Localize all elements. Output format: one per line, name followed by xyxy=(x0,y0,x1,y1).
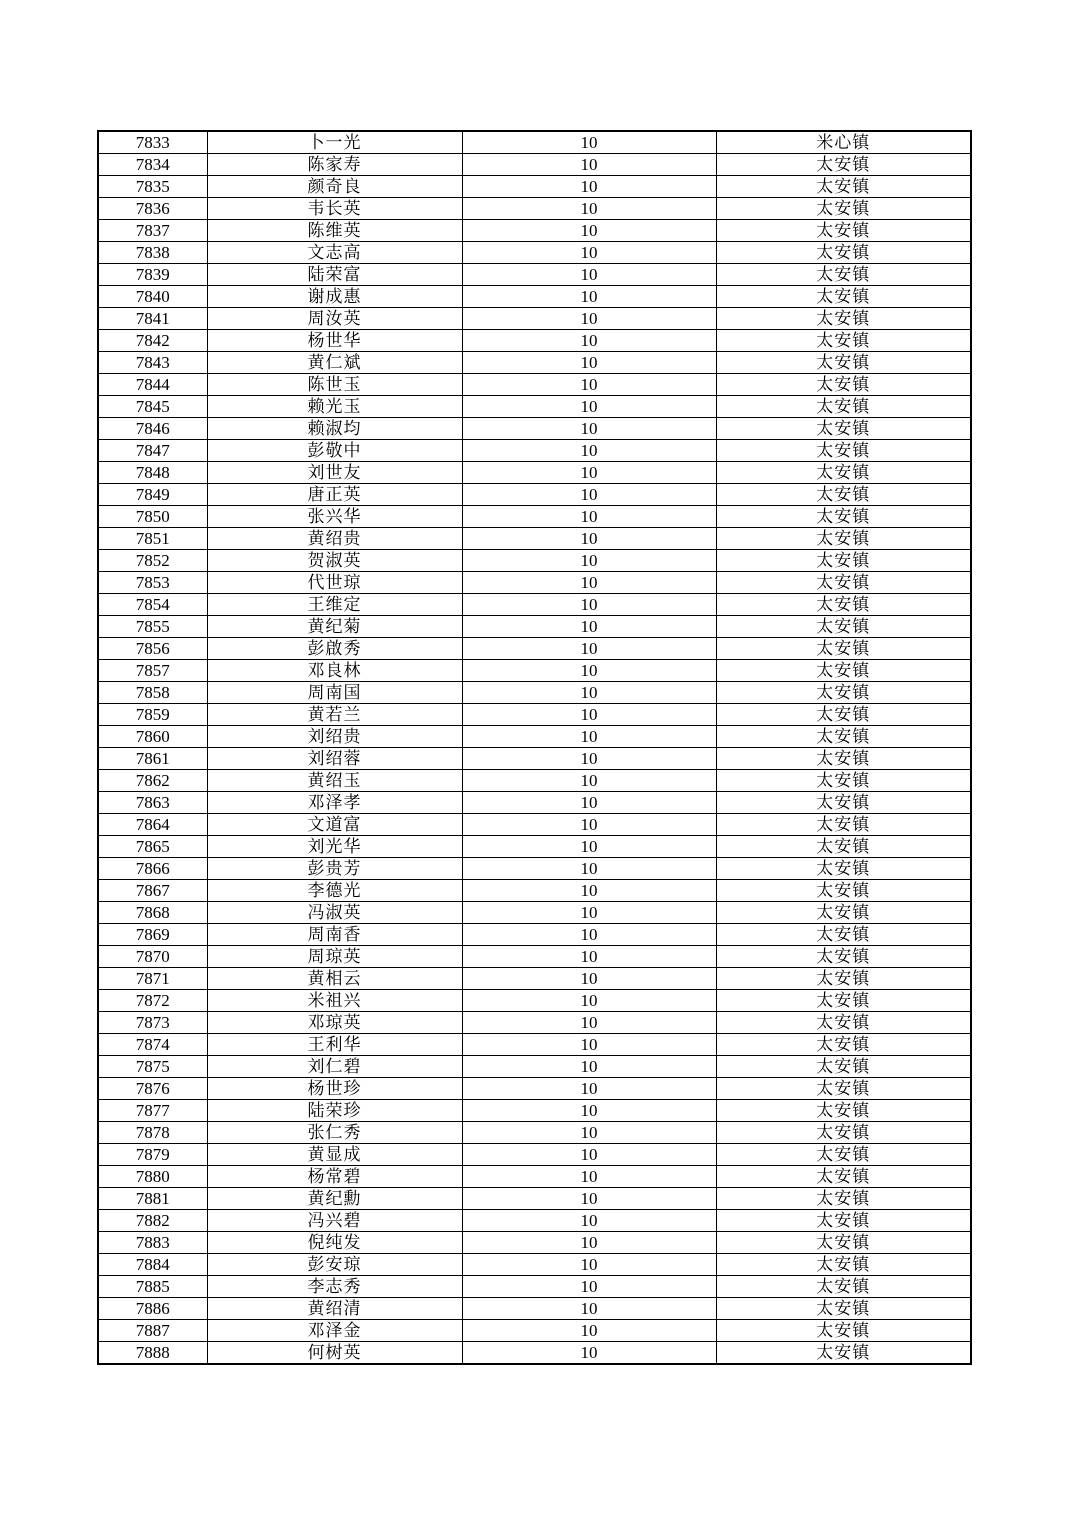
amount-cell: 10 xyxy=(462,352,716,374)
person-name-cell: 杨世华 xyxy=(207,330,462,352)
table-row xyxy=(98,528,971,550)
amount-cell: 10 xyxy=(462,330,716,352)
person-name-cell: 杨常碧 xyxy=(207,1166,462,1188)
amount-cell: 10 xyxy=(462,660,716,682)
record-number-cell: 7844 xyxy=(98,374,207,396)
record-number-cell: 7834 xyxy=(98,154,207,176)
person-name-cell: 黄绍贵 xyxy=(207,528,462,550)
table-row xyxy=(98,330,971,352)
town-cell: 太安镇 xyxy=(716,1254,971,1276)
person-name-cell: 周南国 xyxy=(207,682,462,704)
amount-cell: 10 xyxy=(462,440,716,462)
table-row xyxy=(98,550,971,572)
record-number-cell: 7864 xyxy=(98,814,207,836)
person-name-cell: 李德光 xyxy=(207,880,462,902)
table-row xyxy=(98,880,971,902)
amount-cell: 10 xyxy=(462,814,716,836)
amount-cell: 10 xyxy=(462,594,716,616)
town-cell: 太安镇 xyxy=(716,814,971,836)
record-number-cell: 7861 xyxy=(98,748,207,770)
record-number-cell: 7843 xyxy=(98,352,207,374)
record-number-cell: 7858 xyxy=(98,682,207,704)
record-number-cell: 7888 xyxy=(98,1342,207,1365)
amount-cell: 10 xyxy=(462,1144,716,1166)
town-cell: 太安镇 xyxy=(716,990,971,1012)
amount-cell: 10 xyxy=(462,924,716,946)
table-row xyxy=(98,242,971,264)
town-cell: 太安镇 xyxy=(716,704,971,726)
table-row xyxy=(98,352,971,374)
amount-cell: 10 xyxy=(462,154,716,176)
town-cell: 太安镇 xyxy=(716,616,971,638)
record-number-cell: 7869 xyxy=(98,924,207,946)
record-number-cell: 7857 xyxy=(98,660,207,682)
person-name-cell: 卜一光 xyxy=(207,131,462,154)
town-cell: 太安镇 xyxy=(716,330,971,352)
town-cell: 太安镇 xyxy=(716,242,971,264)
person-name-cell: 邓泽金 xyxy=(207,1320,462,1342)
town-cell: 太安镇 xyxy=(716,374,971,396)
town-cell: 太安镇 xyxy=(716,264,971,286)
person-name-cell: 彭啟秀 xyxy=(207,638,462,660)
amount-cell: 10 xyxy=(462,1122,716,1144)
table-row xyxy=(98,374,971,396)
table-row xyxy=(98,1034,971,1056)
person-name-cell: 冯兴碧 xyxy=(207,1210,462,1232)
table-row xyxy=(98,748,971,770)
amount-cell: 10 xyxy=(462,242,716,264)
register-table-body xyxy=(98,131,971,1364)
record-number-cell: 7850 xyxy=(98,506,207,528)
record-number-cell: 7841 xyxy=(98,308,207,330)
record-number-cell: 7837 xyxy=(98,220,207,242)
person-name-cell: 黄绍清 xyxy=(207,1298,462,1320)
table-row xyxy=(98,264,971,286)
person-name-cell: 谢成惠 xyxy=(207,286,462,308)
amount-cell: 10 xyxy=(462,1034,716,1056)
town-cell: 太安镇 xyxy=(716,418,971,440)
table-row xyxy=(98,660,971,682)
record-number-cell: 7872 xyxy=(98,990,207,1012)
town-cell: 太安镇 xyxy=(716,1012,971,1034)
amount-cell: 10 xyxy=(462,1254,716,1276)
record-number-cell: 7874 xyxy=(98,1034,207,1056)
amount-cell: 10 xyxy=(462,1342,716,1365)
person-name-cell: 周南香 xyxy=(207,924,462,946)
person-name-cell: 邓泽孝 xyxy=(207,792,462,814)
person-name-cell: 黄纪勳 xyxy=(207,1188,462,1210)
town-cell: 太安镇 xyxy=(716,440,971,462)
town-cell: 太安镇 xyxy=(716,352,971,374)
amount-cell: 10 xyxy=(462,1210,716,1232)
record-number-cell: 7854 xyxy=(98,594,207,616)
record-number-cell: 7839 xyxy=(98,264,207,286)
record-number-cell: 7846 xyxy=(98,418,207,440)
record-number-cell: 7867 xyxy=(98,880,207,902)
person-name-cell: 陈家寿 xyxy=(207,154,462,176)
person-name-cell: 倪纯发 xyxy=(207,1232,462,1254)
person-name-cell: 彭贵芳 xyxy=(207,858,462,880)
town-cell: 太安镇 xyxy=(716,528,971,550)
person-name-cell: 刘绍贵 xyxy=(207,726,462,748)
table-row xyxy=(98,616,971,638)
amount-cell: 10 xyxy=(462,836,716,858)
amount-cell: 10 xyxy=(462,1188,716,1210)
record-number-cell: 7852 xyxy=(98,550,207,572)
amount-cell: 10 xyxy=(462,572,716,594)
town-cell: 太安镇 xyxy=(716,924,971,946)
record-number-cell: 7875 xyxy=(98,1056,207,1078)
amount-cell: 10 xyxy=(462,1276,716,1298)
record-number-cell: 7866 xyxy=(98,858,207,880)
person-name-cell: 王维定 xyxy=(207,594,462,616)
town-cell: 太安镇 xyxy=(716,1342,971,1365)
amount-cell: 10 xyxy=(462,264,716,286)
person-name-cell: 刘光华 xyxy=(207,836,462,858)
record-number-cell: 7847 xyxy=(98,440,207,462)
town-cell: 太安镇 xyxy=(716,550,971,572)
person-name-cell: 刘绍蓉 xyxy=(207,748,462,770)
person-name-cell: 陆荣富 xyxy=(207,264,462,286)
table-row xyxy=(98,858,971,880)
town-cell: 太安镇 xyxy=(716,198,971,220)
person-name-cell: 张兴华 xyxy=(207,506,462,528)
town-cell: 太安镇 xyxy=(716,220,971,242)
record-number-cell: 7859 xyxy=(98,704,207,726)
record-number-cell: 7855 xyxy=(98,616,207,638)
person-name-cell: 代世琼 xyxy=(207,572,462,594)
table-row xyxy=(98,814,971,836)
table-row xyxy=(98,1056,971,1078)
amount-cell: 10 xyxy=(462,131,716,154)
amount-cell: 10 xyxy=(462,198,716,220)
table-row xyxy=(98,902,971,924)
amount-cell: 10 xyxy=(462,704,716,726)
record-number-cell: 7873 xyxy=(98,1012,207,1034)
person-name-cell: 刘仁碧 xyxy=(207,1056,462,1078)
amount-cell: 10 xyxy=(462,1166,716,1188)
amount-cell: 10 xyxy=(462,484,716,506)
table-row xyxy=(98,154,971,176)
town-cell: 太安镇 xyxy=(716,484,971,506)
amount-cell: 10 xyxy=(462,880,716,902)
table-row xyxy=(98,484,971,506)
register-table xyxy=(97,130,972,1365)
person-name-cell: 周汝英 xyxy=(207,308,462,330)
table-row xyxy=(98,1276,971,1298)
town-cell: 太安镇 xyxy=(716,946,971,968)
amount-cell: 10 xyxy=(462,1320,716,1342)
table-row xyxy=(98,440,971,462)
amount-cell: 10 xyxy=(462,1078,716,1100)
amount-cell: 10 xyxy=(462,396,716,418)
record-number-cell: 7882 xyxy=(98,1210,207,1232)
person-name-cell: 李志秀 xyxy=(207,1276,462,1298)
amount-cell: 10 xyxy=(462,418,716,440)
table-row xyxy=(98,1188,971,1210)
town-cell: 太安镇 xyxy=(716,1056,971,1078)
record-number-cell: 7885 xyxy=(98,1276,207,1298)
table-row xyxy=(98,946,971,968)
table-row xyxy=(98,1166,971,1188)
table-row xyxy=(98,418,971,440)
person-name-cell: 贺淑英 xyxy=(207,550,462,572)
table-row xyxy=(98,1342,971,1365)
record-number-cell: 7887 xyxy=(98,1320,207,1342)
town-cell: 太安镇 xyxy=(716,594,971,616)
table-row xyxy=(98,572,971,594)
record-number-cell: 7865 xyxy=(98,836,207,858)
table-row xyxy=(98,286,971,308)
amount-cell: 10 xyxy=(462,792,716,814)
person-name-cell: 黄纪菊 xyxy=(207,616,462,638)
town-cell: 太安镇 xyxy=(716,1298,971,1320)
record-number-cell: 7868 xyxy=(98,902,207,924)
record-number-cell: 7879 xyxy=(98,1144,207,1166)
town-cell: 太安镇 xyxy=(716,506,971,528)
person-name-cell: 赖淑均 xyxy=(207,418,462,440)
person-name-cell: 颜奇良 xyxy=(207,176,462,198)
table-row xyxy=(98,682,971,704)
person-name-cell: 陈维英 xyxy=(207,220,462,242)
town-cell: 太安镇 xyxy=(716,1276,971,1298)
person-name-cell: 米祖兴 xyxy=(207,990,462,1012)
table-row xyxy=(98,594,971,616)
amount-cell: 10 xyxy=(462,1056,716,1078)
town-cell: 太安镇 xyxy=(716,1166,971,1188)
town-cell: 太安镇 xyxy=(716,792,971,814)
table-row xyxy=(98,1210,971,1232)
record-number-cell: 7856 xyxy=(98,638,207,660)
town-cell: 太安镇 xyxy=(716,858,971,880)
record-number-cell: 7860 xyxy=(98,726,207,748)
record-number-cell: 7840 xyxy=(98,286,207,308)
town-cell: 太安镇 xyxy=(716,154,971,176)
person-name-cell: 周琼英 xyxy=(207,946,462,968)
town-cell: 太安镇 xyxy=(716,902,971,924)
amount-cell: 10 xyxy=(462,176,716,198)
amount-cell: 10 xyxy=(462,506,716,528)
town-cell: 太安镇 xyxy=(716,1232,971,1254)
table-row xyxy=(98,836,971,858)
table-row xyxy=(98,396,971,418)
town-cell: 太安镇 xyxy=(716,836,971,858)
table-row xyxy=(98,638,971,660)
record-number-cell: 7876 xyxy=(98,1078,207,1100)
record-number-cell: 7878 xyxy=(98,1122,207,1144)
table-row xyxy=(98,131,971,154)
record-number-cell: 7853 xyxy=(98,572,207,594)
amount-cell: 10 xyxy=(462,638,716,660)
town-cell: 太安镇 xyxy=(716,396,971,418)
table-row xyxy=(98,1298,971,1320)
table-row xyxy=(98,1122,971,1144)
amount-cell: 10 xyxy=(462,1298,716,1320)
amount-cell: 10 xyxy=(462,682,716,704)
table-row xyxy=(98,308,971,330)
table-row xyxy=(98,704,971,726)
table-row xyxy=(98,770,971,792)
town-cell: 太安镇 xyxy=(716,1122,971,1144)
town-cell: 米心镇 xyxy=(716,131,971,154)
person-name-cell: 王利华 xyxy=(207,1034,462,1056)
person-name-cell: 黄仁斌 xyxy=(207,352,462,374)
town-cell: 太安镇 xyxy=(716,308,971,330)
table-row xyxy=(98,968,971,990)
amount-cell: 10 xyxy=(462,286,716,308)
town-cell: 太安镇 xyxy=(716,726,971,748)
amount-cell: 10 xyxy=(462,726,716,748)
town-cell: 太安镇 xyxy=(716,1078,971,1100)
table-row xyxy=(98,1012,971,1034)
town-cell: 太安镇 xyxy=(716,1210,971,1232)
town-cell: 太安镇 xyxy=(716,1034,971,1056)
person-name-cell: 黄绍玉 xyxy=(207,770,462,792)
person-name-cell: 赖光玉 xyxy=(207,396,462,418)
person-name-cell: 杨世珍 xyxy=(207,1078,462,1100)
town-cell: 太安镇 xyxy=(716,286,971,308)
town-cell: 太安镇 xyxy=(716,1144,971,1166)
table-row xyxy=(98,1232,971,1254)
person-name-cell: 彭敬中 xyxy=(207,440,462,462)
town-cell: 太安镇 xyxy=(716,748,971,770)
amount-cell: 10 xyxy=(462,308,716,330)
person-name-cell: 陆荣珍 xyxy=(207,1100,462,1122)
person-name-cell: 唐正英 xyxy=(207,484,462,506)
town-cell: 太安镇 xyxy=(716,1320,971,1342)
person-name-cell: 陈世玉 xyxy=(207,374,462,396)
table-row xyxy=(98,990,971,1012)
person-name-cell: 冯淑英 xyxy=(207,902,462,924)
table-row xyxy=(98,220,971,242)
amount-cell: 10 xyxy=(462,748,716,770)
record-number-cell: 7870 xyxy=(98,946,207,968)
amount-cell: 10 xyxy=(462,1012,716,1034)
person-name-cell: 刘世友 xyxy=(207,462,462,484)
table-row xyxy=(98,198,971,220)
person-name-cell: 黄显成 xyxy=(207,1144,462,1166)
table-row xyxy=(98,506,971,528)
table-row xyxy=(98,924,971,946)
record-number-cell: 7848 xyxy=(98,462,207,484)
table-row xyxy=(98,792,971,814)
amount-cell: 10 xyxy=(462,220,716,242)
record-number-cell: 7886 xyxy=(98,1298,207,1320)
record-number-cell: 7883 xyxy=(98,1232,207,1254)
table-row xyxy=(98,726,971,748)
record-number-cell: 7884 xyxy=(98,1254,207,1276)
town-cell: 太安镇 xyxy=(716,1188,971,1210)
table-row xyxy=(98,1078,971,1100)
table-row xyxy=(98,176,971,198)
amount-cell: 10 xyxy=(462,770,716,792)
table-row xyxy=(98,1320,971,1342)
record-number-cell: 7862 xyxy=(98,770,207,792)
person-name-cell: 文道富 xyxy=(207,814,462,836)
record-number-cell: 7871 xyxy=(98,968,207,990)
record-number-cell: 7835 xyxy=(98,176,207,198)
amount-cell: 10 xyxy=(462,968,716,990)
person-name-cell: 邓琼英 xyxy=(207,1012,462,1034)
person-name-cell: 邓良林 xyxy=(207,660,462,682)
person-name-cell: 黄相云 xyxy=(207,968,462,990)
person-name-cell: 韦长英 xyxy=(207,198,462,220)
record-number-cell: 7845 xyxy=(98,396,207,418)
table-row xyxy=(98,1100,971,1122)
amount-cell: 10 xyxy=(462,616,716,638)
table-row xyxy=(98,1144,971,1166)
record-number-cell: 7881 xyxy=(98,1188,207,1210)
town-cell: 太安镇 xyxy=(716,660,971,682)
table-row xyxy=(98,1254,971,1276)
table-row xyxy=(98,462,971,484)
amount-cell: 10 xyxy=(462,550,716,572)
amount-cell: 10 xyxy=(462,946,716,968)
amount-cell: 10 xyxy=(462,374,716,396)
person-name-cell: 彭安琼 xyxy=(207,1254,462,1276)
record-number-cell: 7838 xyxy=(98,242,207,264)
town-cell: 太安镇 xyxy=(716,638,971,660)
record-number-cell: 7851 xyxy=(98,528,207,550)
record-number-cell: 7833 xyxy=(98,131,207,154)
town-cell: 太安镇 xyxy=(716,682,971,704)
amount-cell: 10 xyxy=(462,528,716,550)
record-number-cell: 7863 xyxy=(98,792,207,814)
amount-cell: 10 xyxy=(462,1100,716,1122)
person-name-cell: 何树英 xyxy=(207,1342,462,1365)
town-cell: 太安镇 xyxy=(716,880,971,902)
town-cell: 太安镇 xyxy=(716,770,971,792)
town-cell: 太安镇 xyxy=(716,968,971,990)
record-number-cell: 7849 xyxy=(98,484,207,506)
person-name-cell: 文志高 xyxy=(207,242,462,264)
amount-cell: 10 xyxy=(462,462,716,484)
amount-cell: 10 xyxy=(462,1232,716,1254)
town-cell: 太安镇 xyxy=(716,572,971,594)
person-name-cell: 黄若兰 xyxy=(207,704,462,726)
person-name-cell: 张仁秀 xyxy=(207,1122,462,1144)
town-cell: 太安镇 xyxy=(716,462,971,484)
record-number-cell: 7877 xyxy=(98,1100,207,1122)
town-cell: 太安镇 xyxy=(716,1100,971,1122)
record-number-cell: 7842 xyxy=(98,330,207,352)
record-number-cell: 7880 xyxy=(98,1166,207,1188)
amount-cell: 10 xyxy=(462,858,716,880)
record-number-cell: 7836 xyxy=(98,198,207,220)
town-cell: 太安镇 xyxy=(716,176,971,198)
amount-cell: 10 xyxy=(462,902,716,924)
amount-cell: 10 xyxy=(462,990,716,1012)
